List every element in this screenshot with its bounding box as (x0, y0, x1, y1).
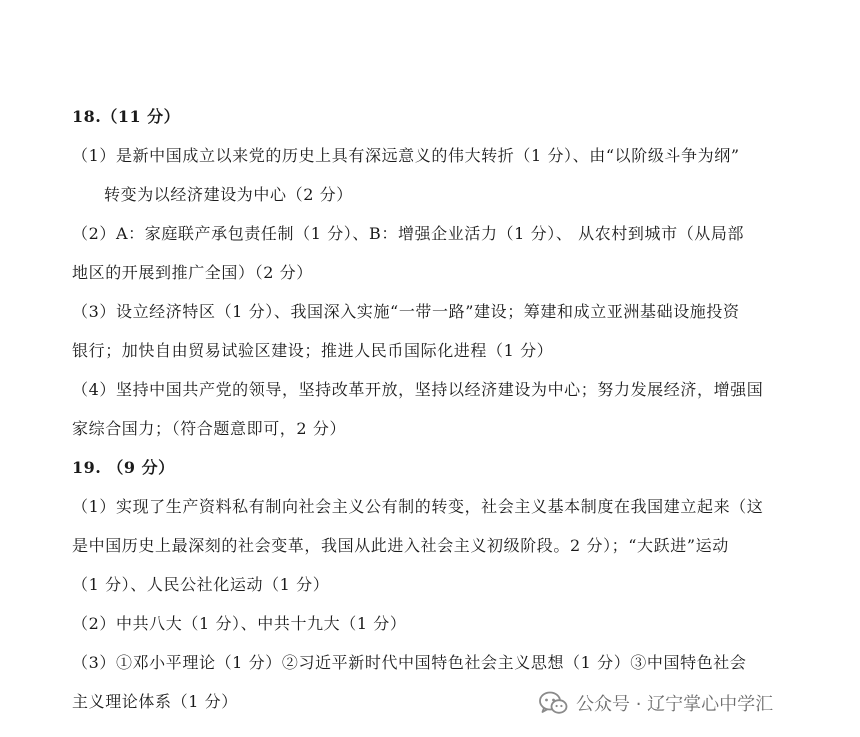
q19-line-3: （1 分）、人民公社化运动（1 分） (72, 575, 330, 594)
q18-line-5: （3）设立经济特区（1 分）、我国深入实施“一带一路”建设；筹建和成立亚洲基础设施投资 (72, 302, 740, 321)
watermark-text: 公众号 · 辽宁掌心中学汇 (576, 694, 774, 715)
q18-line-3: （2）A：家庭联产承包责任制（1 分）、B：增强企业活力（1 分）、 从农村到城市（从局部 (72, 224, 745, 243)
q19-line-5: （3）①邓小平理论（1 分）②习近平新时代中国特色社会主义思想（1 分）③中国特色社会 (72, 653, 747, 672)
q19-line-1: （1）实现了生产资料私有制向社会主义公有制的转变，社会主义基本制度在我国建立起来（这 (72, 497, 764, 516)
question-19-title: 19. （9 分） (72, 458, 175, 477)
q19-line-4: （2）中共八大（1 分）、中共十九大（1 分） (72, 614, 407, 633)
q19-line-2: 是中国历史上最深刻的社会变革，我国从此进入社会主义初级阶段。2 分）；“大跃进”运动 (72, 536, 729, 555)
q19-line-6: 主义理论体系（1 分） (72, 692, 238, 711)
q18-line-7: （4）坚持中国共产党的领导，坚持改革开放，坚持以经济建设为中心；努力发展经济，增强国 (72, 380, 764, 399)
q18-line-1: （1）是新中国成立以来党的历史上具有深远意义的伟大转折（1 分）、由“以阶级斗争为纲” (72, 146, 740, 165)
q18-line-2: 转变为以经济建设为中心（2 分） (104, 185, 353, 204)
question-18-title: 18.（11 分） (72, 107, 181, 126)
watermark (538, 690, 773, 716)
wechat-icon (538, 690, 568, 716)
q18-line-6: 银行；加快自由贸易试验区建设；推进人民币国际化进程（1 分） (72, 341, 554, 360)
q18-line-8: 家综合国力；（符合题意即可，2 分） (72, 419, 347, 438)
q18-line-4: 地区的开展到推广全国）（2 分） (72, 263, 313, 282)
